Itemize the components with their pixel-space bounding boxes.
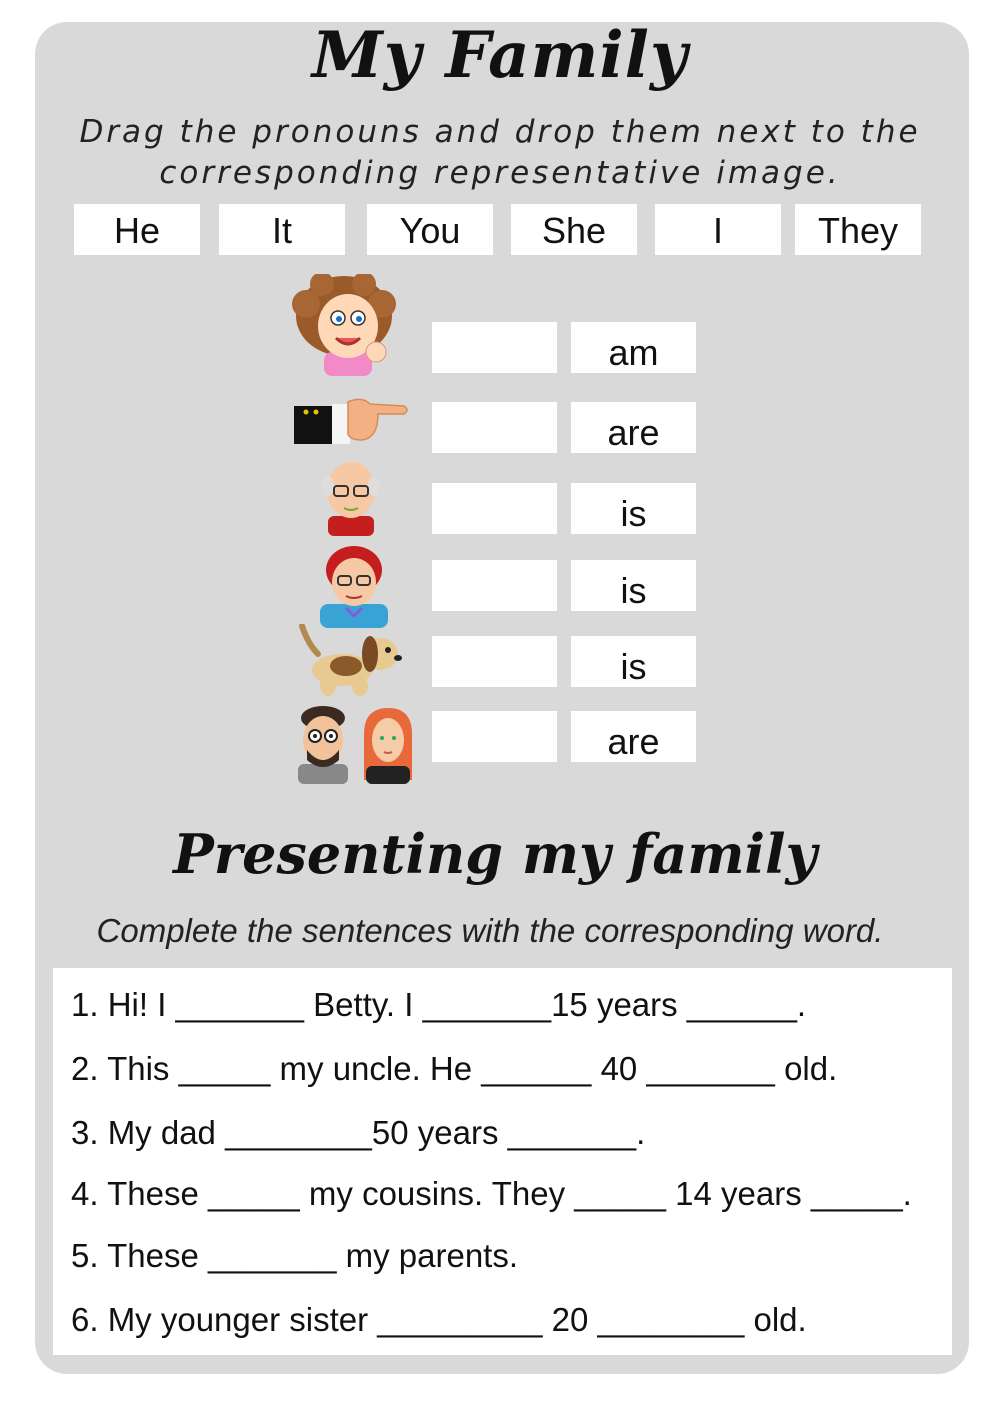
sentence-6[interactable]: 6. My younger sister _________ 20 ________ old. [71,1301,807,1338]
drag-instructions [0,112,1000,194]
pointing-hand-icon [292,396,410,450]
pronoun-drop-zone-3[interactable] [432,483,557,534]
sentence-4[interactable]: 4. These _____ my cousins. They _____ 14 years _____. [71,1175,912,1212]
pronoun-chip-he[interactable]: He [74,204,200,255]
pronoun-chip-she[interactable]: She [511,204,637,255]
sentences-box [53,968,952,1355]
verb-box-1: am [571,322,696,373]
pronoun-drop-zone-5[interactable] [432,636,557,687]
verb-box-2: are [571,402,696,453]
verb-box-6: are [571,711,696,762]
verb-box-4: is [571,560,696,611]
pronoun-drop-zone-6[interactable] [432,711,557,762]
pronoun-drop-zone-2[interactable] [432,402,557,453]
pronoun-chip-i[interactable]: I [655,204,781,255]
verb-box-5: is [571,636,696,687]
page-title: My Family [311,18,689,93]
grandmother-icon [316,542,392,628]
pronoun-chip-you[interactable]: You [367,204,493,255]
instruction-line-2: corresponding representative image. [159,155,841,191]
pronoun-drop-zone-4[interactable] [432,560,557,611]
grandfather-icon [318,456,384,536]
sentence-1[interactable]: 1. Hi! I _______ Betty. I _______15 years ______. [71,986,807,1023]
sentence-5[interactable]: 5. These _______ my parents. [71,1237,519,1274]
pronoun-drop-zone-1[interactable] [432,322,557,373]
couple-icon [294,704,420,784]
sentence-3[interactable]: 3. My dad ________50 years _______. [71,1114,646,1151]
pronoun-chip-they[interactable]: They [795,204,921,255]
sentence-2[interactable]: 2. This _____ my uncle. He ______ 40 _______ old. [71,1050,838,1087]
instruction-line-1: Drag the pronouns and drop them next to the [79,114,921,150]
section-instructions: Complete the sentences with the corresponding word. [96,912,884,949]
girl-waving-icon [292,274,402,376]
section-title: Presenting my family [173,822,817,886]
dog-icon [298,624,402,700]
pronoun-chip-it[interactable]: It [219,204,345,255]
verb-box-3: is [571,483,696,534]
